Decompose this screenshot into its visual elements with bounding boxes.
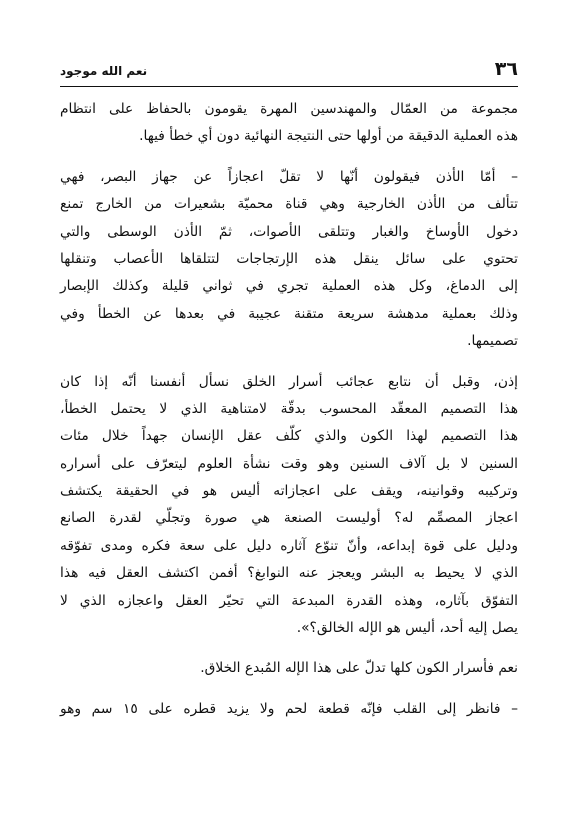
text-line: هذا التصميم المعقّد المحسوب بدقّة لامتناهية الذي لا يحتمل الخطأ، [60,400,518,417]
body-text [60,96,518,723]
text-line: – فانظر إلى القلب فإنّه قطعة لحم ولا يزيد قطره على ١٥ سم وهو [60,700,518,717]
page-number: ٣٦ [494,58,518,80]
paragraph-gap [60,151,518,164]
text-line: تصميمها. [467,333,518,350]
text-line: هذا التصميم لهذا الكون والذي كلّف عقل الإنسان جهداً خلال مئات [60,428,518,445]
paragraph-gap [60,356,518,369]
running-title: نعم الله موجود [60,64,148,78]
text-line: هذه العملية الدقيقة من أولها حتى النتيجة النهائية دون أي خطأ فيها. [139,128,518,145]
text-line: التفوّق بآثاره، وهذه القدرة المبدعة التي تحيّر العقل واعجازه الذي لا [60,592,518,609]
text-line: نعم فأسرار الكون كلها تدلّ على هذا الإله المُبدع الخلاق. [200,660,518,677]
text-line: وتركيبه وقوانينه، ويقف على اعجازاته أليس هو في الحقيقة يكتشف [60,483,518,500]
text-line: تحتوي على سائل ينقل هذه الإرتجاجات لتتلقاها الأعصاب وتنقلها [60,250,518,267]
text-line: يصل إليه أحد، أليس هو الإله الخالق؟». [296,620,518,637]
text-line: مجموعة من العمّال والمهندسين المهرة يقومون بالحفاظ على انتظام [60,101,518,117]
text-line: الذي لا يحيط به البشر ويعجز عنه النوابغ؟ أفمن اكتشف العقل فيه هذا [60,565,518,582]
text-line: السنين لا بل آلاف السنين وهو وقت نشأة العلوم ليتعرّف على أسراره [60,455,518,472]
paragraph-gap [60,642,518,655]
text-line: اعجاز المصمِّم له؟ أوليست الصنعة هي صورة وتجلّي لقدرة الصانع [60,510,518,527]
paragraph-gap [60,683,518,696]
page-header [60,60,518,87]
text-line: تتألف من الأذن الخارجية وهي قناة محميّة بشعيرات من الخارج تمنع [60,196,518,213]
text-line: إذن، وقبل أن نتابع عجائب أسرار الخلق نسأل أنفسنا أنّه إذا كان [60,373,518,390]
text-line: ودليل على قوة إبداعه، وأنّ تنوّع آثاره دليل على سعة فكره ومدى تفوّقه [60,537,518,554]
text-line: دخول الأوساخ والغبار وتتلقى الأصوات، ثمّ الأذن الوسطى والتي [60,223,518,240]
text-line: وذلك بعملية مدهشة سريعة متقنة عجيبة في بعدها عن الخطأ وفي [60,305,518,322]
text-line: إلى الدماغ، وكل هذه العملية تجري في ثواني قليلة وكذلك الإبصار [60,278,518,295]
text-line: – أمّا الأذن فيقولون أنّها لا تقلّ اعجازاً عن جهاز البصر، فهي [60,168,518,185]
